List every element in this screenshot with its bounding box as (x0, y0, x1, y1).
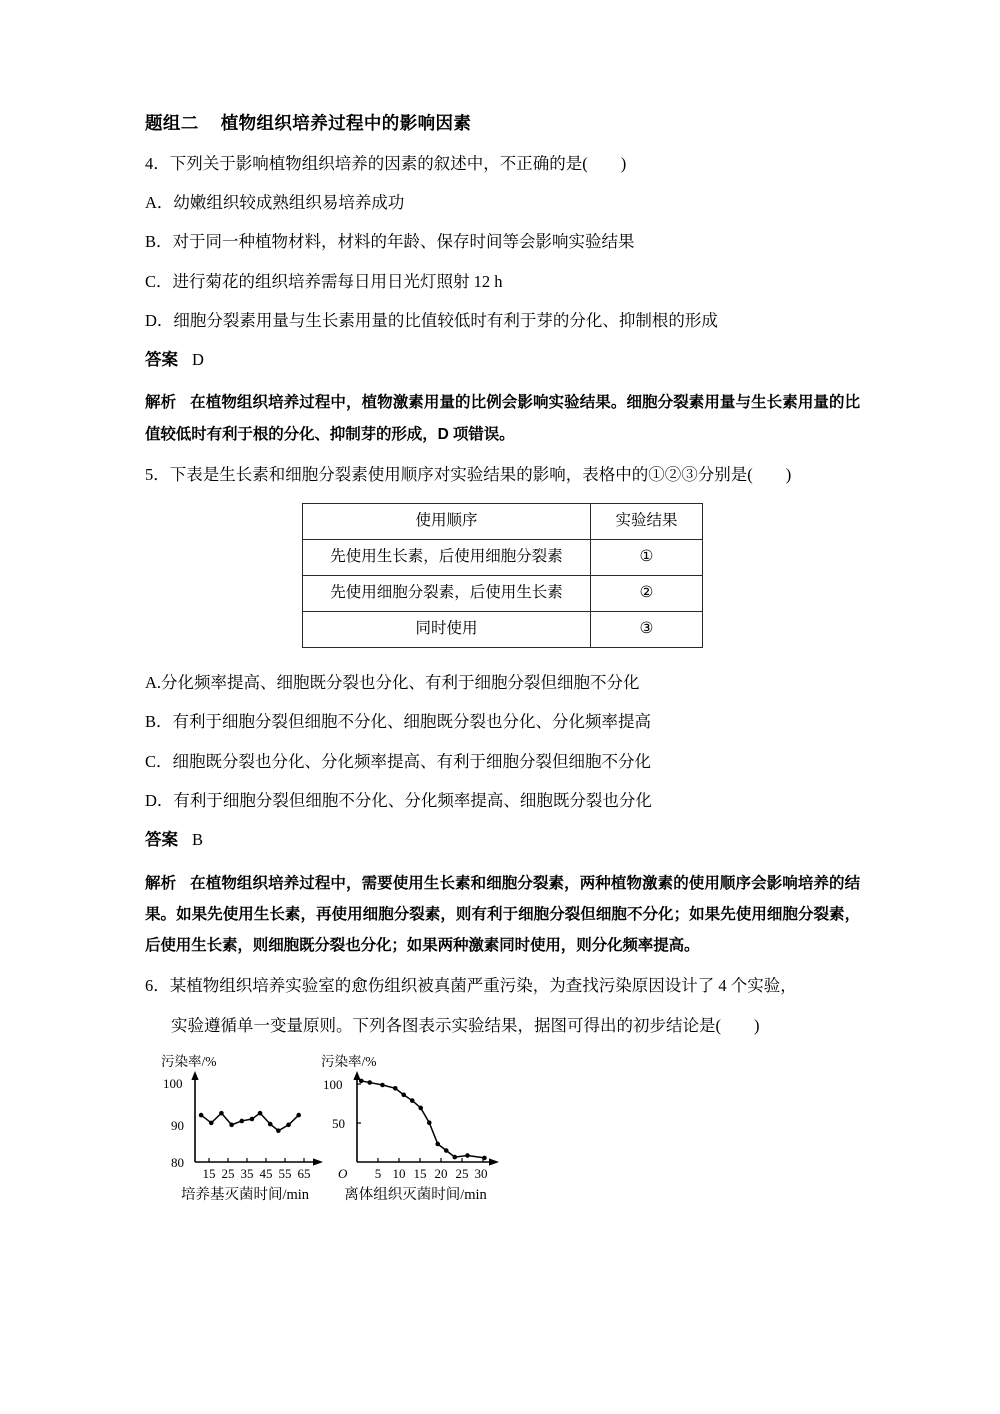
data-point (427, 1120, 432, 1125)
question-4-option-c: C．进行菊花的组织培养需每日用日光灯照射 12 h (145, 271, 503, 291)
question-6-figures (145, 1054, 860, 1219)
answer-value: B (192, 830, 204, 850)
data-point (250, 1117, 255, 1122)
chart-2-xtick-5: 5 (374, 1165, 382, 1181)
analysis-text: 在植物组织培养过程中，需要使用生长素和细胞分裂素，两种植物激素的使用顺序会影响培养的结果。如果先使用生长素，再使用细胞分裂素，则有利于细胞分裂但细胞不分化；如果先使用细胞分裂素，后使用生长素，则细胞既分裂也分化；如果两种激素同时使用，则分化频率提高。 (145, 874, 860, 955)
chart-1-xtick-65: 65 (297, 1165, 311, 1181)
data-point (418, 1106, 423, 1111)
table-cell-result-1: ① (591, 540, 703, 576)
chart-2-xtick-20: 20 (434, 1165, 448, 1181)
question-5-answer (145, 829, 860, 851)
table-cell-order-3: 同时使用 (303, 612, 591, 648)
chart-1-y-arrow-icon (191, 1071, 198, 1080)
data-point (359, 1079, 364, 1084)
chart-1-xtick-45: 45 (259, 1165, 273, 1181)
data-point (268, 1122, 273, 1127)
question-5-option-b: B．有利于细胞分裂但细胞不分化、细胞既分裂也分化、分化频率提高 (145, 712, 652, 732)
data-point (296, 1113, 301, 1118)
answer-label: 答案 (145, 830, 178, 850)
table-header-usage-order: 使用顺序 (303, 504, 591, 540)
table-row (303, 540, 703, 576)
chart-2-xtick-10: 10 (392, 1165, 406, 1181)
data-point (452, 1155, 457, 1160)
table-cell-order-2: 先使用细胞分裂素，后使用生长素 (303, 576, 591, 612)
data-point (239, 1119, 244, 1124)
data-point (444, 1148, 449, 1153)
chart-2-xtick-15: 15 (413, 1165, 427, 1181)
answer-label: 答案 (145, 350, 178, 370)
table-header-row (303, 504, 703, 540)
analysis-label: 解析 (145, 874, 177, 892)
analysis-label: 解析 (145, 394, 177, 412)
question-6-stem-line-1: 6．某植物组织培养实验室的愈伤组织被真菌严重污染，为查找污染原因设计了 4 个实验， (145, 976, 797, 996)
group-heading (145, 112, 860, 135)
question-5-analysis (145, 868, 860, 962)
chart-1-xtick-35: 35 (240, 1165, 254, 1181)
chart-2-y-arrow-icon (353, 1071, 360, 1080)
data-point (209, 1121, 214, 1126)
data-point (393, 1086, 398, 1091)
question-4-option-d: D．细胞分裂素用量与生长素用量的比值较低时有利于芽的分化、抑制根的形成 (145, 310, 718, 330)
data-point (410, 1098, 415, 1103)
question-5-table (302, 503, 703, 648)
table-row (303, 612, 703, 648)
table-cell-result-3: ③ (591, 612, 703, 648)
data-point (219, 1111, 224, 1116)
chart-2-ytick-origin: O (338, 1165, 348, 1181)
chart-1-ytick-90: 90 (171, 1117, 184, 1133)
group-heading-number: 题组二 (145, 113, 199, 133)
chart-1-ytick-100: 100 (163, 1075, 183, 1091)
chart-1-xtick-55: 55 (278, 1165, 292, 1181)
question-4-analysis (145, 387, 860, 450)
question-5-option-d: D．有利于细胞分裂但细胞不分化、分化频率提高、细胞既分裂也分化 (145, 791, 652, 810)
chart-2-svg (305, 1054, 520, 1182)
chart-1-y-axis-title: 污染率/% (161, 1053, 217, 1069)
answer-value: D (192, 350, 204, 370)
chart-explant-sterilization (305, 1054, 520, 1204)
data-point (258, 1111, 263, 1116)
chart-2-x-arrow-icon (489, 1158, 499, 1165)
table-header-result: 实验结果 (591, 504, 703, 540)
chart-2-x-axis-title: 离体组织灭菌时间/min (344, 1186, 487, 1203)
analysis-text: 在植物组织培养过程中，植物激素用量的比例会影响实验结果。细胞分裂素用量与生长素用量的比值较低时有利于根的分化、抑制芽的形成，D 项错误。 (145, 394, 860, 443)
data-point (367, 1080, 372, 1085)
question-4-stem: 4．下列关于影响植物组织培养的因素的叙述中，不正确的是( ) (145, 153, 627, 173)
chart-1-series-line (201, 1113, 299, 1131)
chart-1-xtick-15: 15 (202, 1165, 216, 1181)
data-point (465, 1153, 470, 1158)
data-point (435, 1142, 440, 1147)
chart-2-ytick-50: 50 (332, 1115, 345, 1131)
table-cell-order-1: 先使用生长素，后使用细胞分裂素 (303, 540, 591, 576)
chart-1-xtick-25: 25 (221, 1165, 235, 1181)
question-5-stem: 5．下表是生长素和细胞分裂素使用顺序对实验结果的影响，表格中的①②③分别是( ) (145, 464, 792, 484)
data-point (380, 1083, 385, 1088)
chart-2-xtick-25: 25 (455, 1165, 469, 1181)
chart-2-ytick-100: 100 (323, 1076, 343, 1092)
chart-2-series-line (361, 1081, 484, 1158)
chart-2-y-axis-title: 污染率/% (321, 1053, 377, 1069)
group-heading-title: 植物组织培养过程中的影响因素 (220, 113, 472, 133)
question-4-option-a: A．幼嫩组织较成熟组织易培养成功 (145, 193, 405, 213)
table-cell-result-2: ② (591, 576, 703, 612)
chart-2-data-points (359, 1079, 487, 1161)
data-point (482, 1156, 487, 1161)
chart-1-data-points (199, 1111, 301, 1133)
data-point (286, 1123, 291, 1128)
question-6-stem-line-2: 实验遵循单一变量原则。下列各图表示实验结果，据图可得出的初步结论是( ) (171, 1015, 760, 1035)
chart-1-ytick-80: 80 (171, 1154, 184, 1170)
question-4-answer (145, 349, 860, 371)
data-point (229, 1123, 234, 1128)
data-point (199, 1113, 204, 1118)
data-point (276, 1128, 281, 1133)
chart-2-xtick-30: 30 (474, 1165, 488, 1181)
table-row (303, 576, 703, 612)
data-point (401, 1092, 406, 1097)
question-5-option-a: A.分化频率提高、细胞既分裂也分化、有利于细胞分裂但细胞不分化 (145, 673, 640, 693)
question-5-table-wrapper (145, 503, 860, 648)
question-5-option-c: C．细胞既分裂也分化、分化频率提高、有利于细胞分裂但细胞不分化 (145, 751, 652, 771)
chart-1-x-axis-title: 培养基灭菌时间/min (180, 1186, 310, 1203)
question-4-option-b: B．对于同一种植物材料，材料的年龄、保存时间等会影响实验结果 (145, 232, 635, 252)
